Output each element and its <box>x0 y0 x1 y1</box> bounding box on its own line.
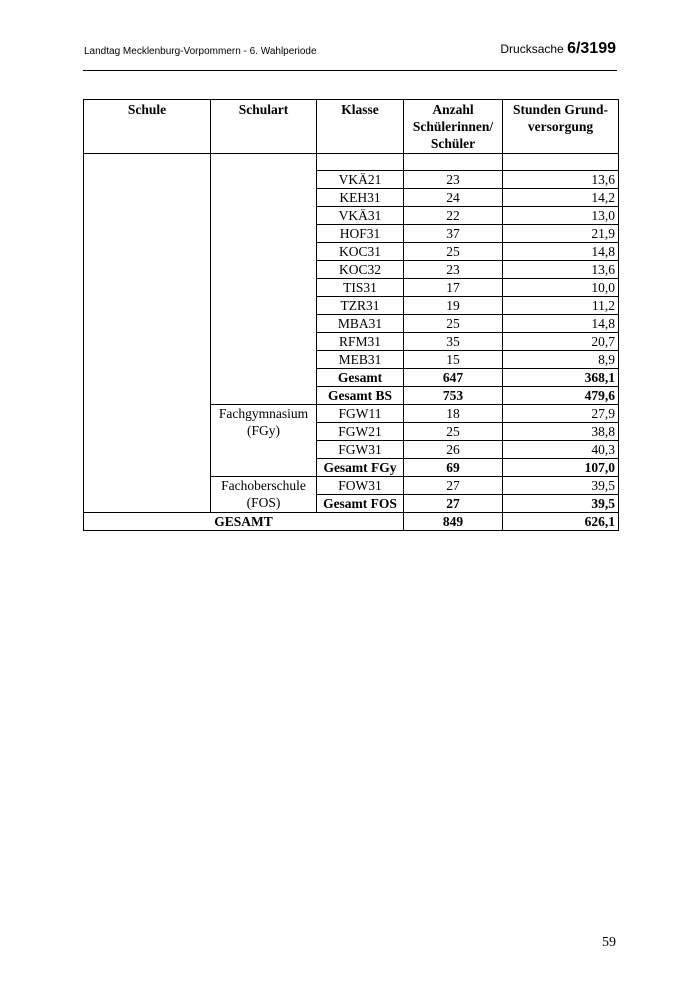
page-number: 59 <box>602 935 616 950</box>
anzahl-cell: 37 <box>404 225 503 243</box>
column-header-anzahl: Anzahl Schülerinnen/ Schüler <box>404 100 503 154</box>
klasse-cell: HOF31 <box>317 225 404 243</box>
schule-cell <box>84 154 211 513</box>
stunden-cell: 13,6 <box>503 171 619 189</box>
stunden-cell: 40,3 <box>503 441 619 459</box>
klasse-cell: VKÄ21 <box>317 171 404 189</box>
anzahl-cell: 24 <box>404 189 503 207</box>
stunden-cell: 14,8 <box>503 315 619 333</box>
klasse-cell: Gesamt FOS <box>317 495 404 513</box>
anzahl-cell: 26 <box>404 441 503 459</box>
anzahl-cell: 647 <box>404 369 503 387</box>
klasse-cell: FOW31 <box>317 477 404 495</box>
klasse-cell: MBA31 <box>317 315 404 333</box>
stunden-cell: 14,2 <box>503 189 619 207</box>
klasse-cell: Gesamt FGy <box>317 459 404 477</box>
klasse-cell: KOC31 <box>317 243 404 261</box>
anzahl-cell: 18 <box>404 405 503 423</box>
klasse-cell: FGW21 <box>317 423 404 441</box>
anzahl-cell: 23 <box>404 171 503 189</box>
anzahl-cell: 25 <box>404 243 503 261</box>
anzahl-cell: 35 <box>404 333 503 351</box>
grand-total-row <box>84 513 619 531</box>
klasse-cell: FGW31 <box>317 441 404 459</box>
klasse-cell: Gesamt <box>317 369 404 387</box>
grand-total-label: GESAMT <box>84 513 404 531</box>
column-header-stunden: Stunden Grund-versorgung <box>503 100 619 154</box>
table-row <box>84 154 619 171</box>
column-header-schulart: Schulart <box>211 100 317 154</box>
stunden-cell: 27,9 <box>503 405 619 423</box>
klasse-cell: RFM31 <box>317 333 404 351</box>
klasse-cell: TZR31 <box>317 297 404 315</box>
stunden-cell: 21,9 <box>503 225 619 243</box>
anzahl-cell: 17 <box>404 279 503 297</box>
anzahl-cell: 22 <box>404 207 503 225</box>
klasse-cell: KOC32 <box>317 261 404 279</box>
stunden-cell: 13,6 <box>503 261 619 279</box>
klasse-cell: FGW11 <box>317 405 404 423</box>
anzahl-cell: 753 <box>404 387 503 405</box>
anzahl-cell: 23 <box>404 261 503 279</box>
stunden-cell: 39,5 <box>503 477 619 495</box>
schulart-cell-bs <box>211 154 317 405</box>
schulart-cell-fos: Fachoberschule (FOS) <box>211 477 317 513</box>
anzahl-cell: 69 <box>404 459 503 477</box>
stunden-cell: 107,0 <box>503 459 619 477</box>
stunden-cell: 479,6 <box>503 387 619 405</box>
klasse-cell: VKÄ31 <box>317 207 404 225</box>
document-number-label: Drucksache <box>500 42 564 56</box>
header-title: Landtag Mecklenburg-Vorpommern - 6. Wahlperiode <box>84 46 317 57</box>
column-header-schule: Schule <box>84 100 211 154</box>
stunden-cell: 10,0 <box>503 279 619 297</box>
anzahl-cell: 27 <box>404 495 503 513</box>
anzahl-cell: 25 <box>404 423 503 441</box>
stunden-cell: 8,9 <box>503 351 619 369</box>
column-header-klasse: Klasse <box>317 100 404 154</box>
klasse-cell: MEB31 <box>317 351 404 369</box>
document-number <box>500 40 616 58</box>
data-table <box>83 99 619 531</box>
stunden-cell: 38,8 <box>503 423 619 441</box>
grand-total-anzahl: 849 <box>404 513 503 531</box>
document-number-value: 6/3199 <box>567 40 616 57</box>
stunden-cell: 14,8 <box>503 243 619 261</box>
klasse-cell: KEH31 <box>317 189 404 207</box>
klasse-cell: TIS31 <box>317 279 404 297</box>
anzahl-cell: 27 <box>404 477 503 495</box>
header-divider <box>83 70 617 71</box>
klasse-cell: Gesamt BS <box>317 387 404 405</box>
anzahl-cell: 19 <box>404 297 503 315</box>
anzahl-cell: 15 <box>404 351 503 369</box>
schulart-cell-fgy: Fachgymnasium (FGy) <box>211 405 317 477</box>
stunden-cell: 13,0 <box>503 207 619 225</box>
stunden-cell: 20,7 <box>503 333 619 351</box>
stunden-cell: 39,5 <box>503 495 619 513</box>
stunden-cell: 11,2 <box>503 297 619 315</box>
anzahl-cell: 25 <box>404 315 503 333</box>
table-header-row <box>84 100 619 154</box>
stunden-cell: 368,1 <box>503 369 619 387</box>
grand-total-stunden: 626,1 <box>503 513 619 531</box>
